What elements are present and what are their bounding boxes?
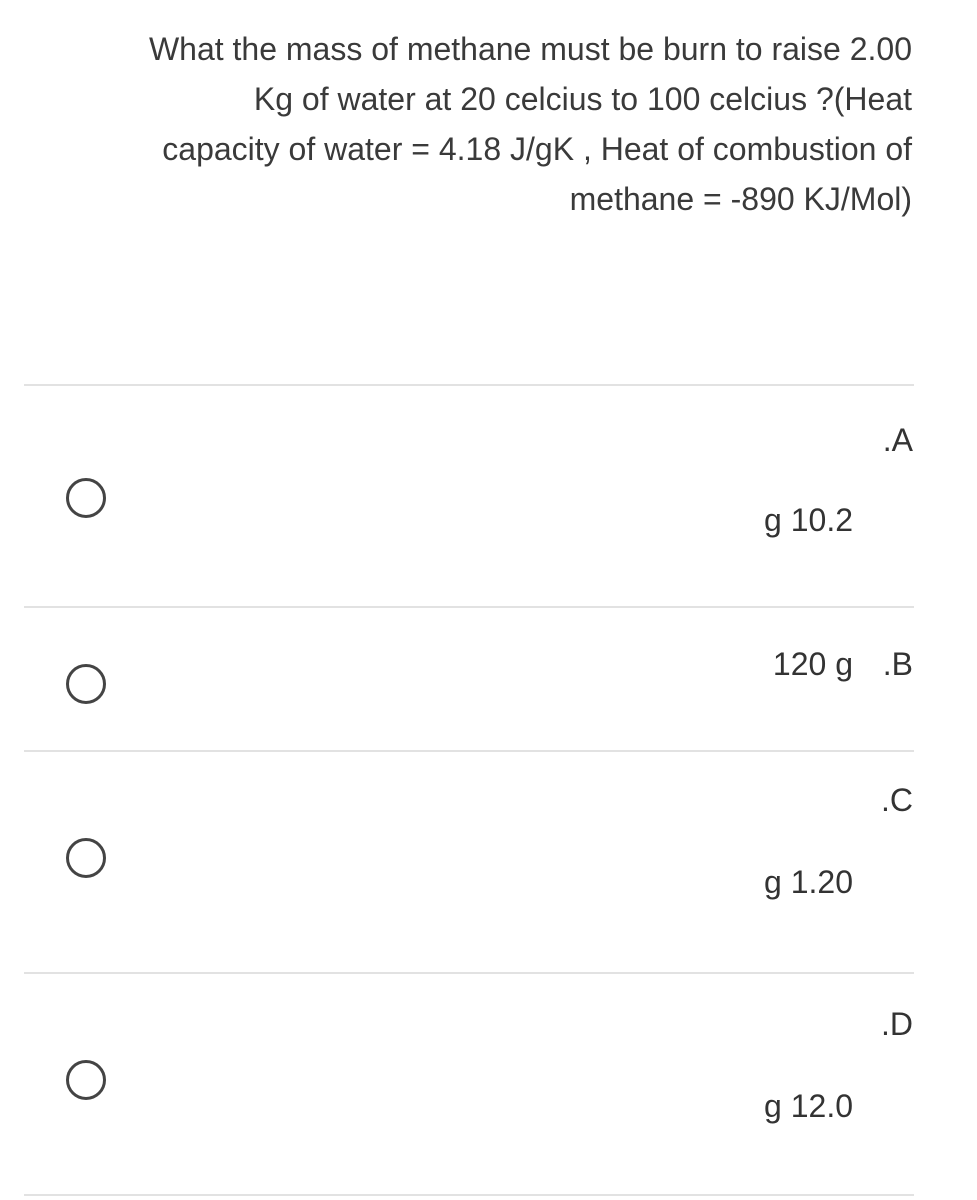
option-b[interactable] [0, 608, 977, 750]
option-a[interactable] [0, 386, 977, 606]
option-b-letter: .B [882, 646, 913, 682]
radio-option-a[interactable] [66, 478, 106, 518]
radio-option-b[interactable] [66, 664, 106, 704]
radio-option-c[interactable] [66, 838, 106, 878]
option-d-letter: .D [881, 1006, 913, 1042]
question-text [80, 24, 912, 224]
option-c-value: g 1.20 [764, 864, 853, 900]
option-c[interactable] [0, 752, 977, 972]
question-line: What the mass of methane must be burn to raise 2.00 [148, 31, 912, 67]
option-divider [24, 1194, 914, 1196]
option-d-value: g 12.0 [764, 1088, 853, 1124]
radio-option-d[interactable] [66, 1060, 106, 1100]
option-d[interactable] [0, 974, 977, 1194]
option-c-letter: .C [881, 782, 913, 818]
question-line: Kg of water at 20 celcius to 100 celcius ?(Heat [253, 81, 912, 117]
option-a-letter: .A [882, 422, 913, 458]
question-line: capacity of water = 4.18 J/gK , Heat of combustion of [162, 131, 912, 167]
option-a-value: g 10.2 [764, 502, 853, 538]
question-line: methane = -890 KJ/Mol) [569, 181, 912, 217]
option-b-value: 120 g [772, 646, 853, 682]
